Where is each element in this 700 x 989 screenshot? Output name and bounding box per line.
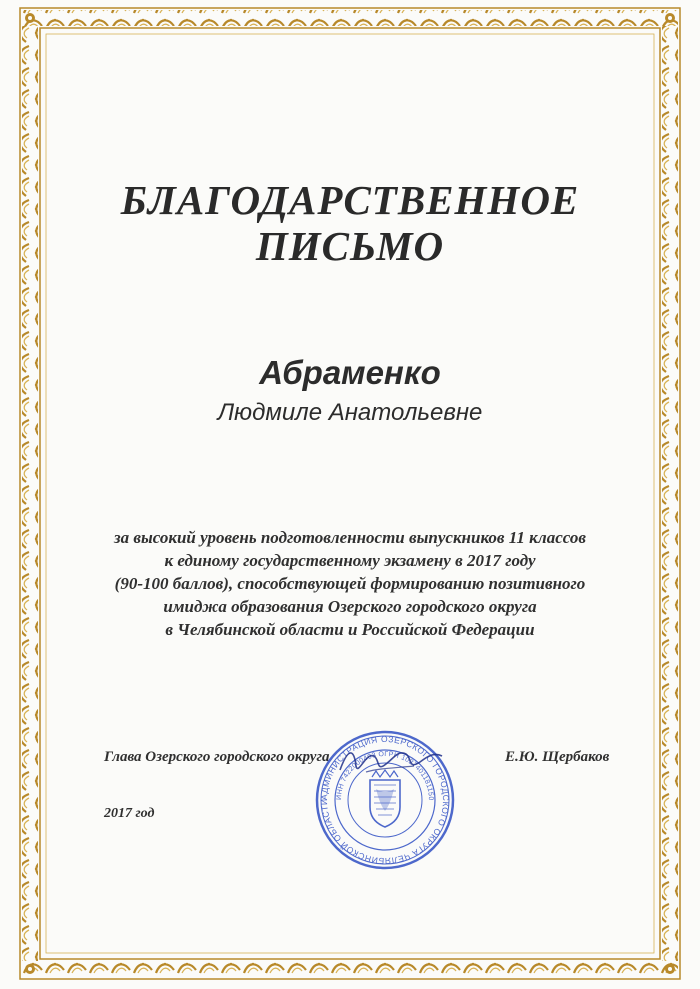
letter-title-line2: ПИСЬМО	[255, 223, 445, 269]
body-line: за высокий уровень подготовленности выпускников 11 классов	[113, 528, 587, 547]
body-line: (90-100 баллов), способствующей формированию позитивного	[114, 574, 586, 593]
body-line: имиджа образования Озерского городского округа	[163, 597, 537, 616]
signature-scribble	[336, 742, 446, 782]
stamp-outer-text: АДМИНИСТРАЦИЯ ОЗЕРСКОГО ГОРОДСКОГО ОКРУГА ЧЕЛЯБИНСКОЙ ОБЛАСТИ	[318, 733, 452, 867]
body-line: к единому государственному экзамену в 2017 году	[164, 551, 536, 570]
recipient-surname: Абраменко	[259, 354, 441, 391]
signatory-name: Е.Ю. Щербаков	[505, 749, 610, 765]
signatory-title: Глава Озерского городского округа	[104, 749, 330, 765]
letter-title-line1: БЛАГОДАРСТВЕННОЕ	[120, 177, 580, 223]
letter-year: 2017 год	[104, 806, 155, 821]
body-line: в Челябинской области и Российской Федерации	[165, 620, 535, 639]
letter-body	[60, 526, 640, 641]
recipient-given-name: Людмиле Анатольевне	[217, 399, 483, 426]
stamp-inner-text: ИНН 7422000403 ОГРН 1027401181150	[335, 750, 435, 801]
